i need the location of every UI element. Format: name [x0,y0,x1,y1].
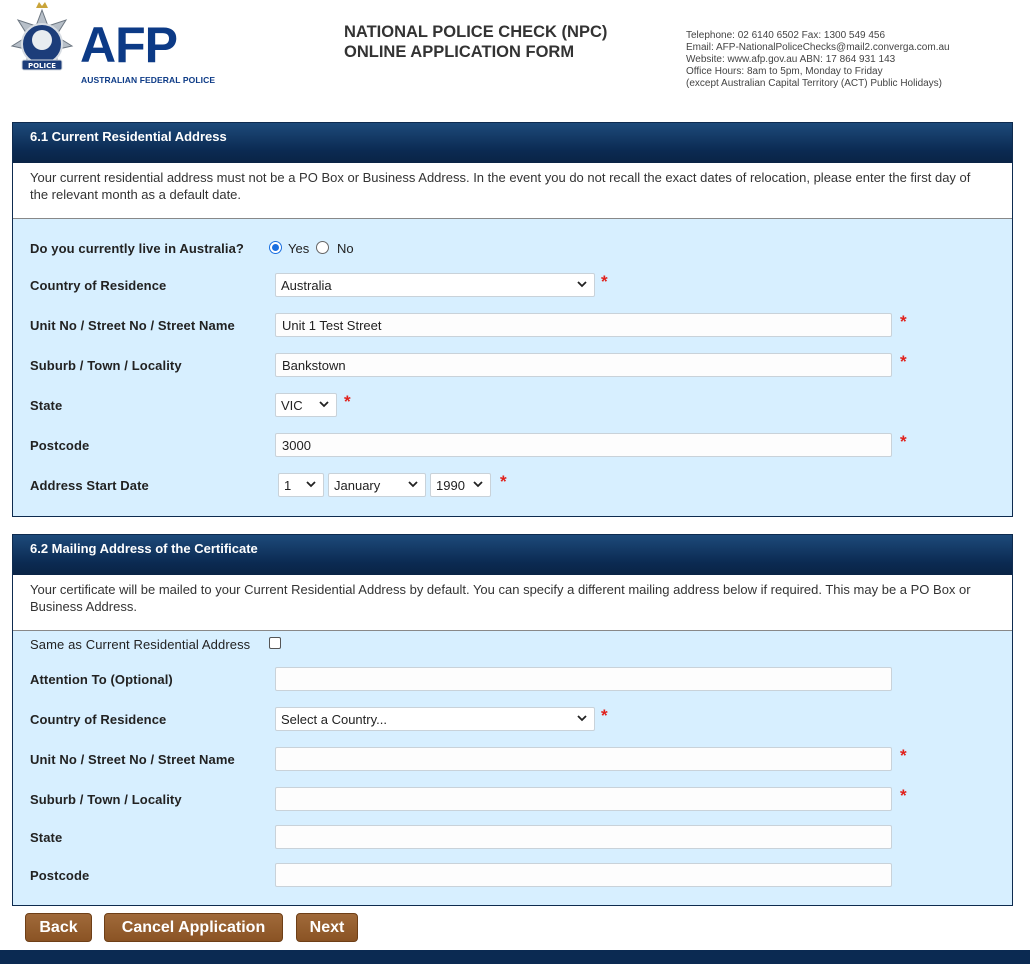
same-as-label: Same as Current Residential Address [30,637,251,652]
required-marker: * [344,392,351,411]
suburb-label: Suburb / Town / Locality [30,358,182,373]
suburb-input[interactable]: Bankstown [275,353,892,377]
required-marker: * [900,786,907,805]
mailing-state-label: State [30,830,63,845]
chevron-down-icon [576,712,588,724]
chevron-down-icon [305,478,317,490]
mailing-street-label: Unit No / Street No / Street Name [30,752,235,767]
start-year-value: 1990 [436,478,465,493]
street-input[interactable]: Unit 1 Test Street [275,313,892,337]
chevron-down-icon [472,478,484,490]
mailing-address-panel [12,534,1013,906]
country-label: Country of Residence [30,278,167,293]
contact-phone: Telephone: 02 6140 6502 Fax: 1300 549 456 [686,30,886,41]
start-day-value: 1 [284,478,292,493]
contact-website: Website: www.afp.gov.au ABN: 17 864 931 143 [686,54,896,65]
postcode-input[interactable]: 3000 [275,433,892,457]
police-crest-icon [8,2,76,88]
state-select[interactable] [275,393,337,417]
mailing-state-input[interactable] [275,825,892,849]
title-line-2: ONLINE APPLICATION FORM [344,43,575,61]
chevron-down-icon [576,278,588,290]
afp-logo[interactable] [6,2,216,90]
mailing-street-input[interactable] [275,747,892,771]
state-select-value: VIC [281,398,303,413]
required-marker: * [500,472,507,491]
contact-hours: Office Hours: 8am to 5pm, Monday to Friday [686,66,883,77]
back-button[interactable]: Back [25,913,92,942]
residential-address-panel [12,122,1013,517]
start-date-label: Address Start Date [30,478,149,493]
contact-info [686,30,950,90]
mailing-panel-title: 6.2 Mailing Address of the Certificate [13,535,1012,575]
footer-bar [0,950,1030,964]
residential-description: Your current residential address must not be a PO Box or Business Address. In the event you do not recall the exact dates of relocation, please enter the first day of the relevant month as a default date. [13,163,1012,219]
live-in-australia-label: Do you currently live in Australia? [30,241,244,256]
country-select-value: Australia [281,278,332,293]
mailing-description: Your certificate will be mailed to your Current Residential Address by default. You can specify a different mailing address below if required. This may be a PO Box or Business Address. [13,575,1012,631]
cancel-application-button[interactable]: Cancel Application [104,913,283,942]
mailing-suburb-label: Suburb / Town / Locality [30,792,182,807]
country-select[interactable] [275,273,595,297]
required-marker: * [900,746,907,765]
contact-email: Email: AFP-NationalPoliceChecks@mail2.converga.com.au [686,42,950,53]
start-year-select[interactable] [430,473,491,497]
page-header [0,0,1030,120]
attention-input[interactable] [275,667,892,691]
mailing-country-select[interactable] [275,707,595,731]
title-line-1: NATIONAL POLICE CHECK (NPC) [344,23,608,41]
chevron-down-icon [407,478,419,490]
mailing-postcode-label: Postcode [30,868,90,883]
required-marker: * [601,272,608,291]
required-marker: * [900,312,907,331]
attention-label: Attention To (Optional) [30,672,173,687]
required-marker: * [900,352,907,371]
yes-label: Yes [288,241,310,256]
page-title [344,22,607,62]
residential-panel-title: 6.1 Current Residential Address [13,123,1012,163]
chevron-down-icon [318,398,330,410]
street-label: Unit No / Street No / Street Name [30,318,235,333]
mailing-country-value: Select a Country... [281,712,387,727]
required-marker: * [900,432,907,451]
no-label: No [337,241,354,256]
crest-label: POLICE [27,62,57,70]
start-month-value: January [334,478,381,493]
logo-text: AFP [80,17,177,73]
same-as-checkbox[interactable] [269,637,281,649]
start-day-select[interactable] [278,473,324,497]
state-label: State [30,398,63,413]
required-marker: * [601,706,608,725]
yes-radio[interactable] [269,241,282,254]
next-button[interactable]: Next [296,913,358,942]
mailing-suburb-input[interactable] [275,787,892,811]
mailing-country-label: Country of Residence [30,712,167,727]
no-radio[interactable] [316,241,329,254]
postcode-label: Postcode [30,438,90,453]
mailing-postcode-input[interactable] [275,863,892,887]
logo-subtitle: AUSTRALIAN FEDERAL POLICE [81,75,216,85]
contact-holidays: (except Australian Capital Territory (ACT) Public Holidays) [686,78,943,89]
start-month-select[interactable] [328,473,426,497]
